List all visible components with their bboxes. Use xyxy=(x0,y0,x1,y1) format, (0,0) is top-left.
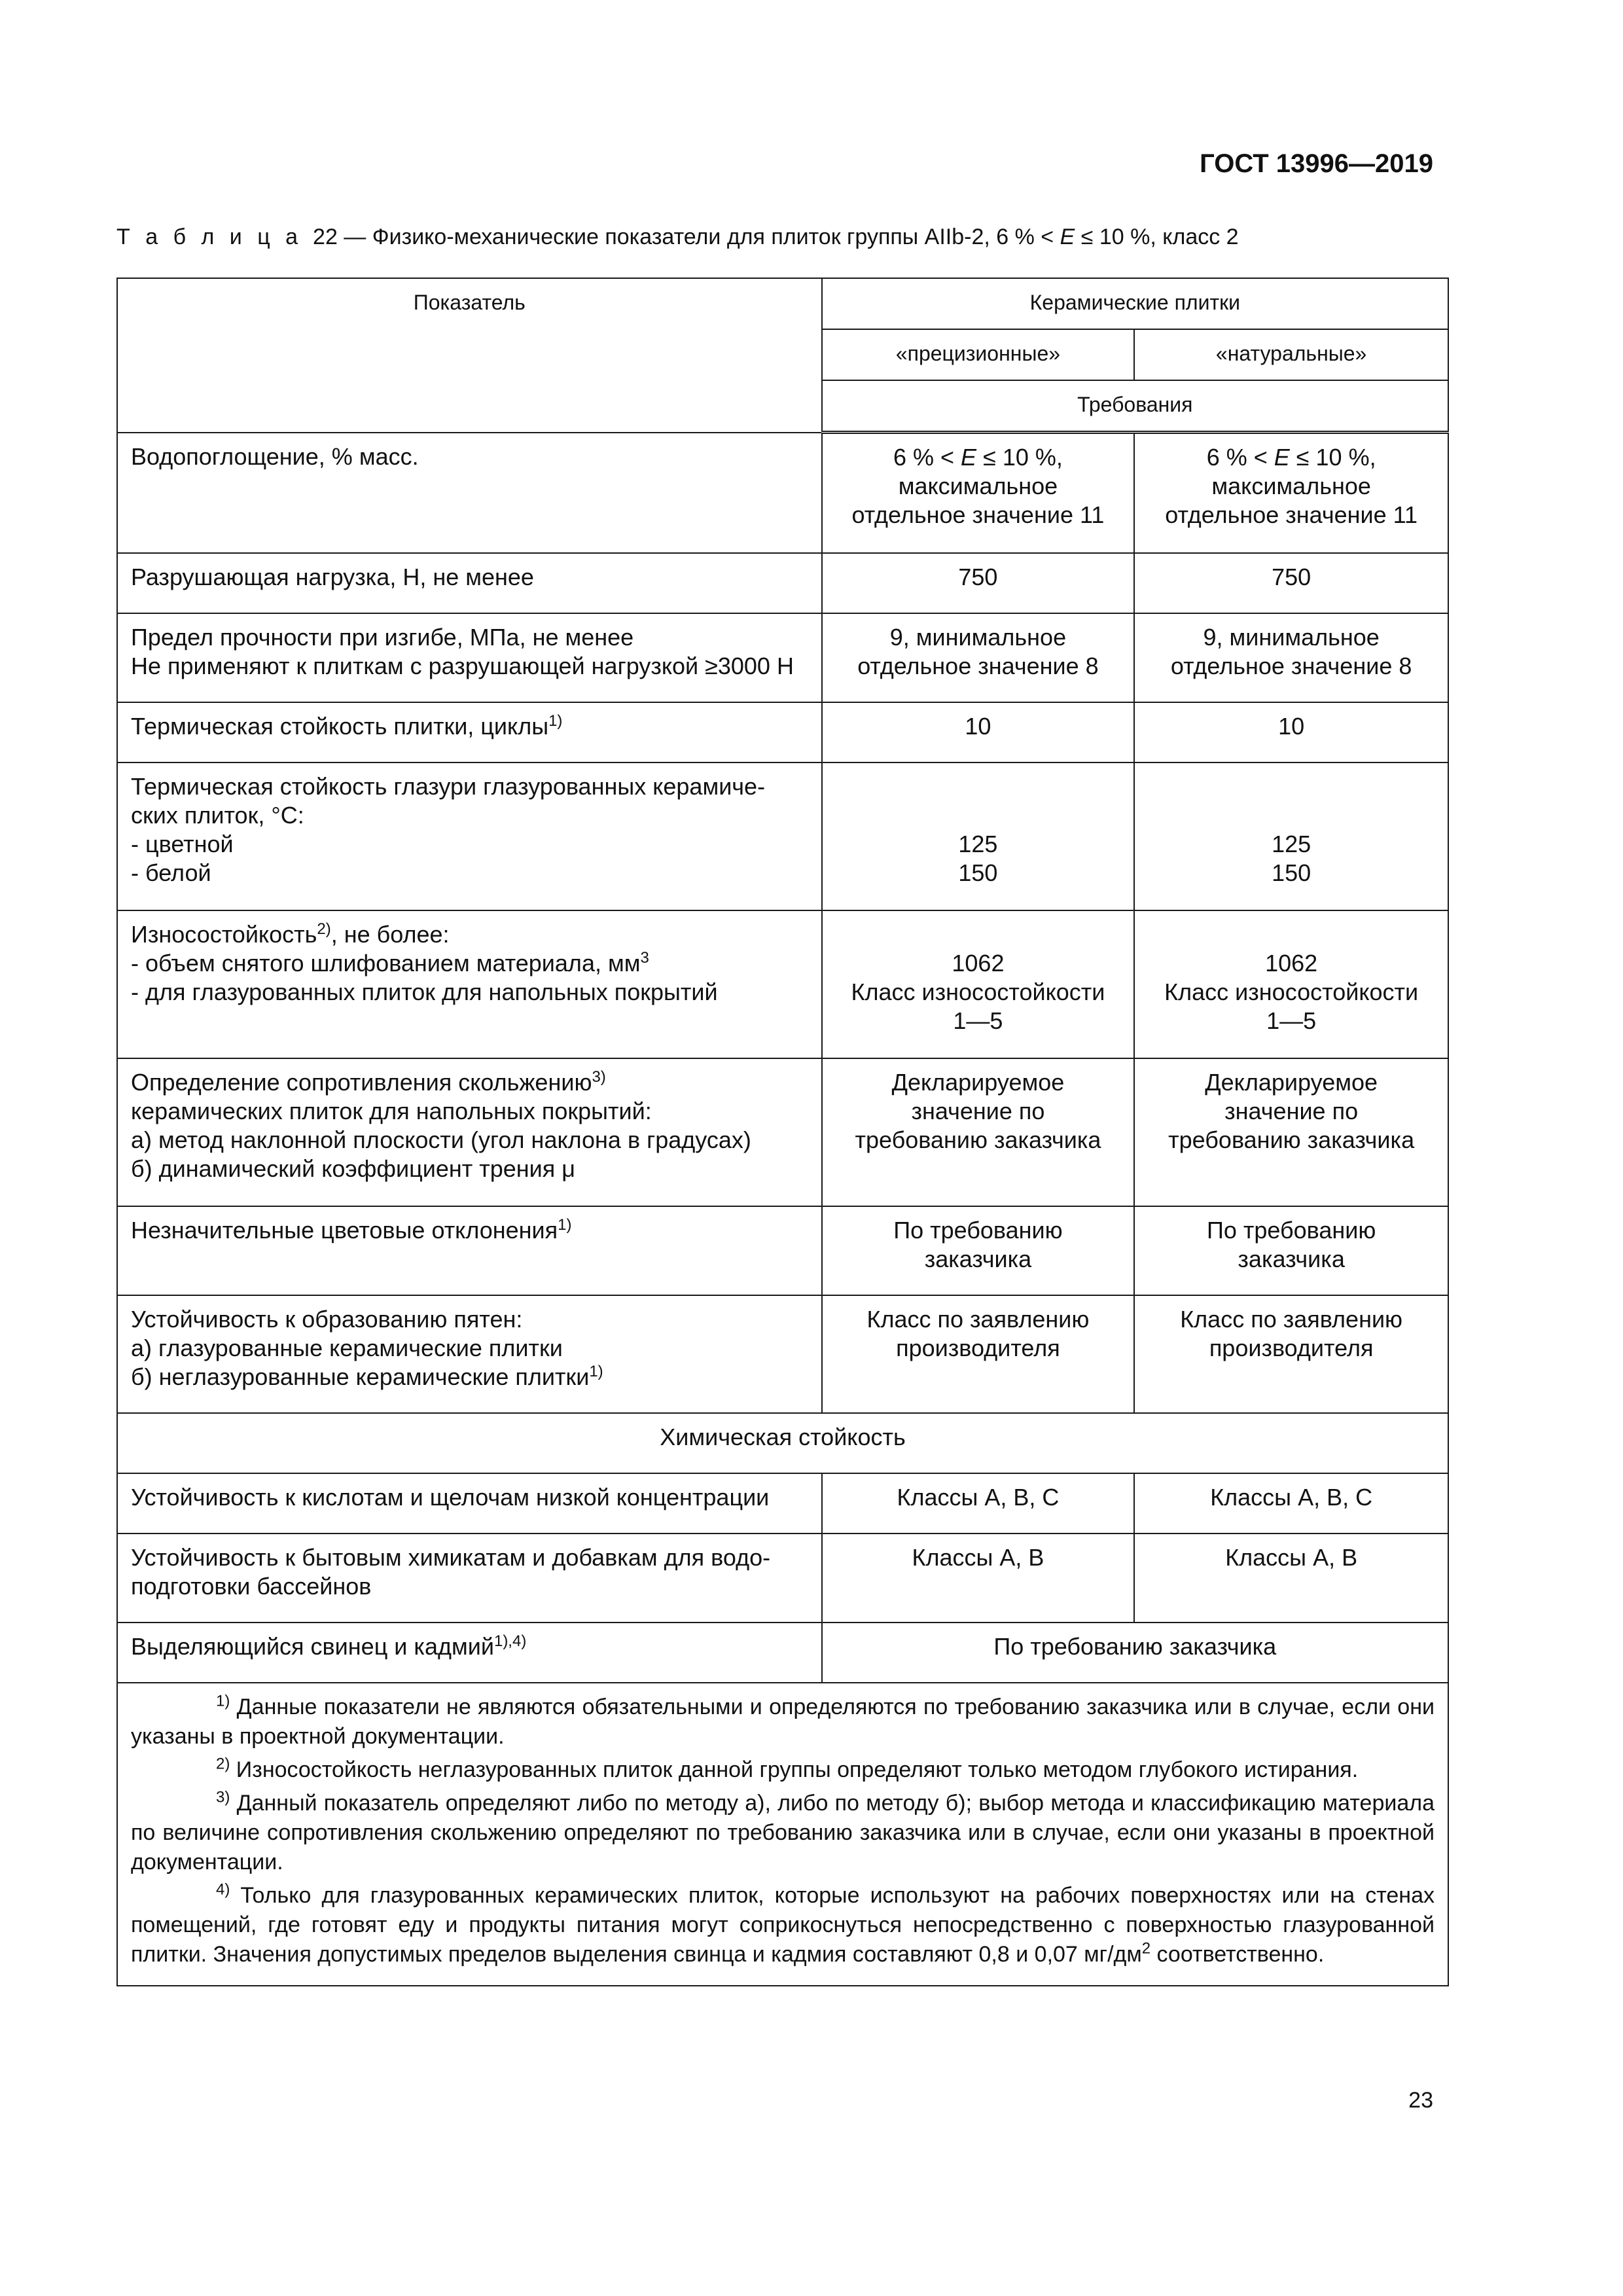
table-caption-label: Т а б л и ц а xyxy=(116,224,303,249)
table-row xyxy=(117,553,1448,613)
table-row xyxy=(117,1206,1448,1295)
header-precision: «прецизионные» xyxy=(822,329,1135,380)
row-value: Классы А, В, С xyxy=(1134,1473,1448,1534)
row-label: Выделяющийся свинец и кадмий$^{1),4)}$ xyxy=(117,1623,822,1683)
footnotes-row xyxy=(117,1683,1448,1986)
row-label: Предел прочности при изгибе, МПа, не менее Не применяют к плиткам с разрушающей нагрузкой ≥3000 Н xyxy=(117,613,822,702)
row-value: 9, минимальное отдельное значение 8 xyxy=(1134,613,1448,702)
table-row xyxy=(117,1473,1448,1534)
section-row xyxy=(117,1413,1448,1473)
table-row xyxy=(117,1623,1448,1683)
header-requirements: Требования xyxy=(822,380,1448,433)
header-natural: «натуральные» xyxy=(1134,329,1448,380)
row-value: Декларируемое значение по требованию заказчика xyxy=(822,1058,1135,1206)
footnote: $^{1)}$ Данные показатели не являются обязательными и определяются по требованию заказчика или в случае, если они указаны в проектной документации. xyxy=(131,1692,1435,1749)
row-value: 125 150 xyxy=(1134,762,1448,910)
table-row xyxy=(117,1058,1448,1206)
row-value: 750 xyxy=(1134,553,1448,613)
footnote: $^{4)}$ Только для глазурованных керамических плиток, которые используют на рабочих поверхностях или на стенах помещений, где готовят еду и продукты питания могут соприкоснуться непосредственно с поверхностью глазурованной плитки. Значения допустимых пределов выделения свинца и кадмия составляют 0,8 и 0,07 $мг/дм^2$ соответственно. xyxy=(131,1880,1435,1967)
row-value: 750 xyxy=(822,553,1135,613)
row-value: Классы А, В xyxy=(1134,1534,1448,1623)
row-label: Устойчивость к бытовым химикатам и добавкам для водо- подготовки бассейнов xyxy=(117,1534,822,1623)
row-value: 9, минимальное отдельное значение 8 xyxy=(822,613,1135,702)
row-value: Классы А, В xyxy=(822,1534,1135,1623)
table-header-row xyxy=(117,278,1448,329)
row-value: Класс по заявлению производителя xyxy=(1134,1295,1448,1413)
row-label: Незначительные цветовые отклонения$^{1)}$ xyxy=(117,1206,822,1295)
page-number: 23 xyxy=(1408,2088,1433,2113)
row-value: 10 xyxy=(1134,702,1448,762)
footnotes xyxy=(117,1683,1448,1986)
row-label: Термическая стойкость плитки, циклы$^{1)}$ xyxy=(117,702,822,762)
section-chemical-resistance: Химическая стойкость xyxy=(117,1413,1448,1473)
header-indicator: Показатель xyxy=(117,278,822,433)
header-ceramic-tiles: Керамические плитки xyxy=(822,278,1448,329)
table-caption: Т а б л и ц а 22 — Физико-механические показатели для плиток группы AIIb-2, 6 % < E ≤ 10 %, класс 2 xyxy=(116,224,1239,249)
row-value: По требованию заказчика xyxy=(822,1623,1448,1683)
footnote: $^{2)}$ Износостойкость неглазурованных плиток данной группы определяют только методом глубокого истирания. xyxy=(216,1755,1359,1782)
row-label: Устойчивость к образованию пятен: а) глазурованные керамические плитки б) неглазурованные керамические плитки$^{1)}$ xyxy=(117,1295,822,1413)
footnote: $^{3)}$ Данный показатель определяют либо по методу а), либо по методу б); выбор метода и классификацию материала по величине сопротивления скольжению определяют по требованию заказчика или в случае, если они указаны в проектной документации. xyxy=(131,1788,1435,1874)
document-code: ГОСТ 13996—2019 xyxy=(1200,149,1433,178)
table-row xyxy=(117,433,1448,553)
row-label: Термическая стойкость глазури глазурованных керамиче- ских плиток, °С: - цветной - белой xyxy=(117,762,822,910)
row-value: По требованию заказчика xyxy=(1134,1206,1448,1295)
properties-table xyxy=(116,278,1449,1986)
table-row xyxy=(117,1534,1448,1623)
row-value: 1062 Класс износостойкости 1—5 xyxy=(1134,910,1448,1058)
row-value: 10 xyxy=(822,702,1135,762)
row-label: Определение сопротивления скольжению$^{3)}$ керамических плиток для напольных покрытий: а) метод наклонной плоскости (угол наклона в градусах) б) динамический коэффициент трения μ xyxy=(117,1058,822,1206)
row-value: Декларируемое значение по требованию заказчика xyxy=(1134,1058,1448,1206)
row-label: Износостойкость$^{2)}$, не более: - объем снятого шлифованием материала, $мм^3$ - для глазурованных плиток для напольных покрытий xyxy=(117,910,822,1058)
row-value: 1062 Класс износостойкости 1—5 xyxy=(822,910,1135,1058)
table-row xyxy=(117,910,1448,1058)
row-value: Классы А, В, С xyxy=(822,1473,1135,1534)
table-row xyxy=(117,702,1448,762)
row-value: 125 150 xyxy=(822,762,1135,910)
row-label: Устойчивость к кислотам и щелочам низкой концентрации xyxy=(117,1473,822,1534)
row-value: Класс по заявлению производителя xyxy=(822,1295,1135,1413)
table-row xyxy=(117,613,1448,702)
table-row xyxy=(117,762,1448,910)
row-value: По требованию заказчика xyxy=(822,1206,1135,1295)
table-row xyxy=(117,1295,1448,1413)
row-value: 6 % < E ≤ 10 %, максимальное отдельное значение 11 xyxy=(822,433,1135,553)
row-label: Водопоглощение, % масс. xyxy=(117,433,822,553)
row-label: Разрушающая нагрузка, Н, не менее xyxy=(117,553,822,613)
row-value: 6 % < E ≤ 10 %, максимальное отдельное значение 11 xyxy=(1134,433,1448,553)
